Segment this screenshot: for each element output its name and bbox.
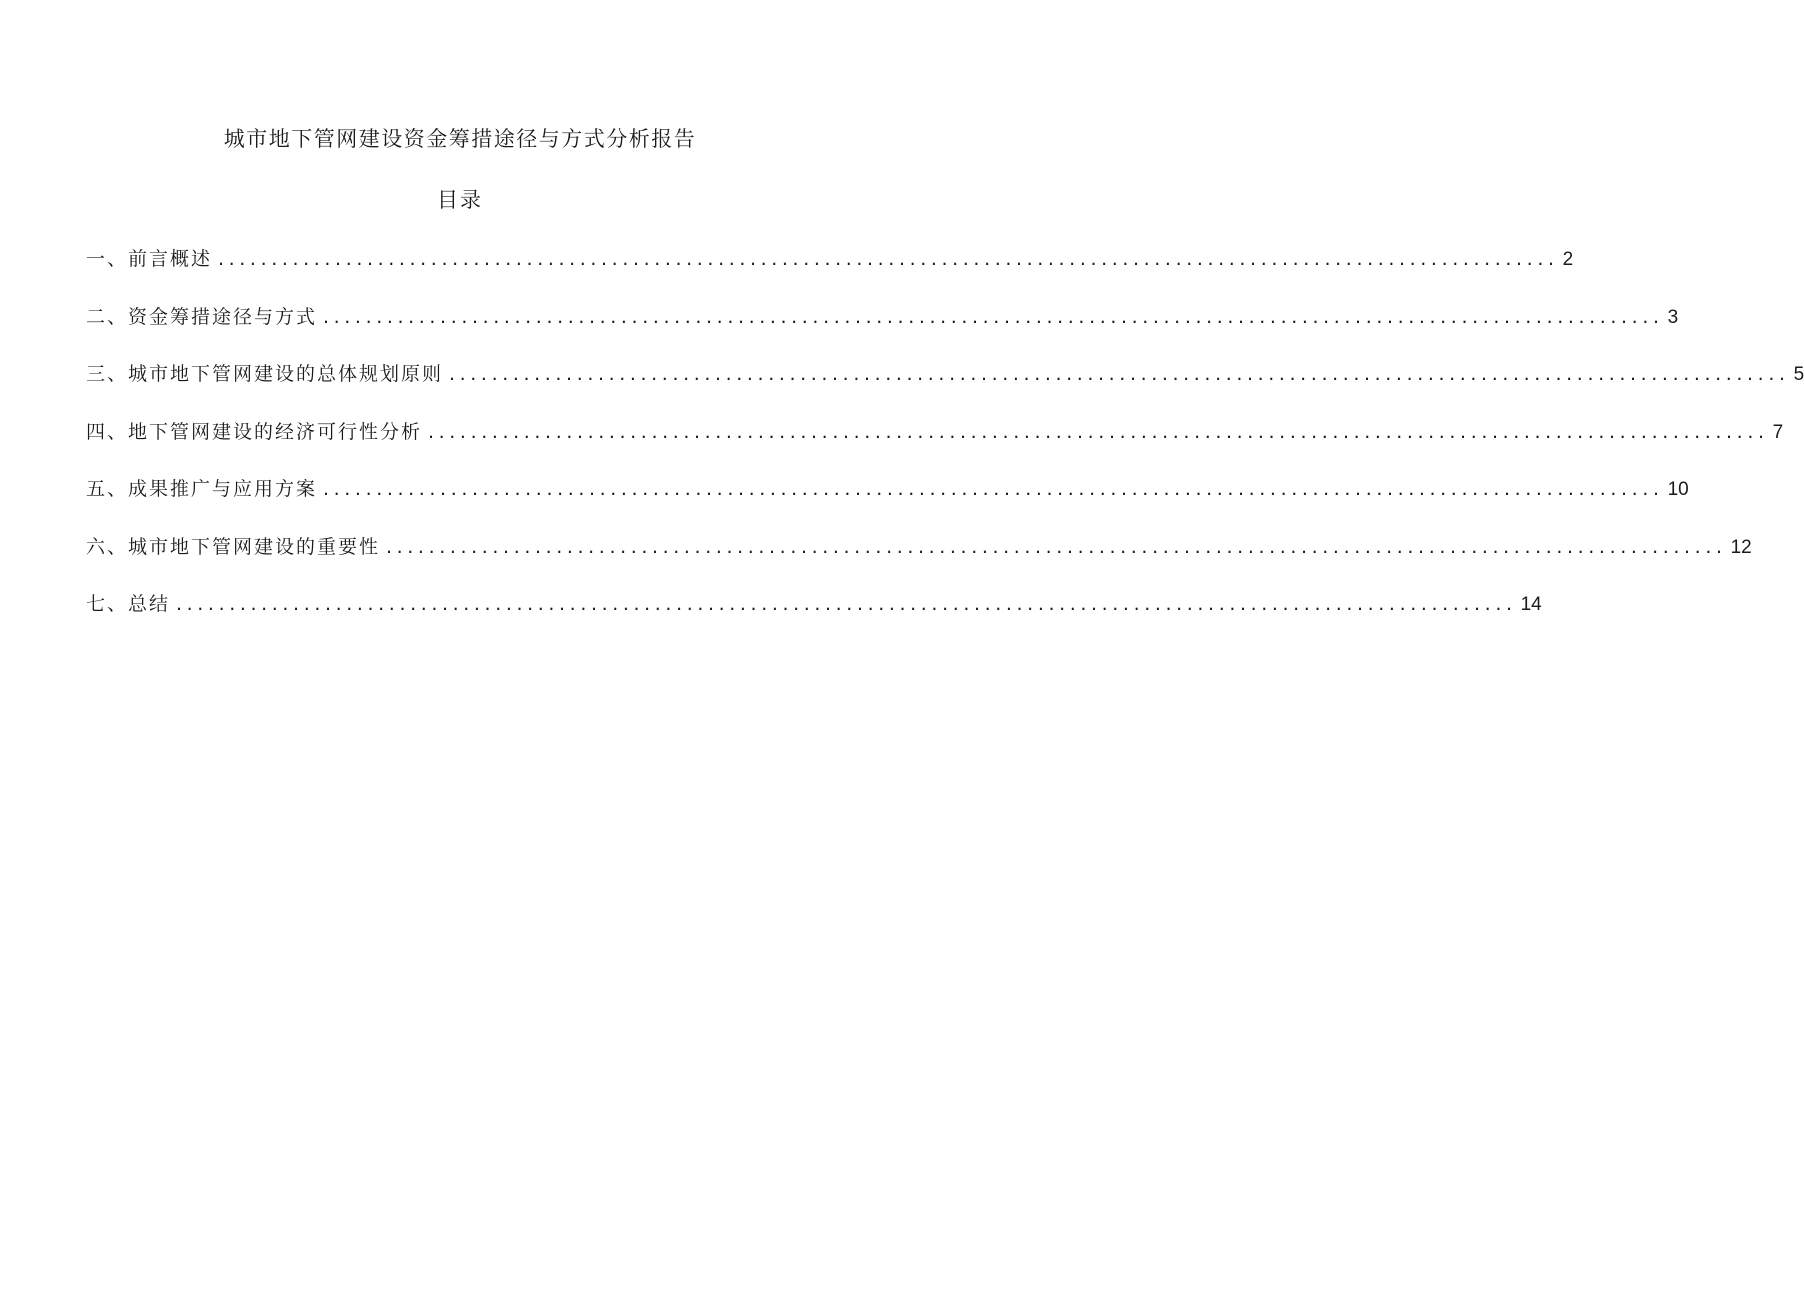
toc-dot-leader: .............................................................................................................................. (176, 593, 1517, 615)
toc-page-number: 14 (1520, 594, 1542, 615)
toc-entry-label: 一、前言概述 (86, 248, 213, 270)
document-title: 城市地下管网建设资金筹措途径与方式分析报告 (223, 127, 697, 151)
toc-entry-label: 三、城市地下管网建设的总体规划原则 (86, 363, 444, 385)
toc-page-number: 7 (1772, 421, 1784, 443)
toc-page-number: 2 (1562, 249, 1574, 270)
toc-entry-1[interactable] (86, 244, 1574, 302)
toc-entry-label: 四、地下管网建设的经济可行性分析 (86, 420, 423, 443)
toc-dot-leader: .............................................................................................................................. (323, 478, 1664, 500)
toc-entry-7[interactable] (86, 589, 1542, 647)
toc-dot-leader: .............................................................................................................................. (323, 305, 1664, 328)
toc-entry-label: 五、成果推广与应用方案 (86, 478, 318, 500)
table-of-contents (86, 244, 1804, 647)
toc-entry-label: 七、总结 (86, 593, 171, 615)
toc-page-number: 5 (1793, 364, 1804, 385)
toc-entry-3[interactable] (86, 359, 1804, 417)
toc-page-number: 12 (1730, 536, 1752, 558)
toc-dot-leader: .............................................................................................................................. (449, 363, 1790, 385)
toc-dot-leader: .............................................................................................................................. (386, 535, 1727, 558)
toc-entry-5[interactable] (86, 474, 1689, 532)
toc-page-number: 10 (1667, 479, 1689, 500)
toc-entry-2[interactable] (86, 302, 1679, 360)
toc-entry-label: 六、城市地下管网建设的重要性 (86, 535, 381, 558)
toc-dot-leader: .............................................................................................................................. (218, 248, 1559, 270)
toc-heading: 目录 (437, 188, 483, 212)
toc-entry-label: 二、资金筹措途径与方式 (86, 305, 318, 328)
toc-page-number: 3 (1667, 306, 1679, 328)
toc-entry-4[interactable] (86, 417, 1784, 475)
toc-dot-leader: .............................................................................................................................. (428, 420, 1769, 443)
toc-entry-6[interactable] (86, 532, 1752, 590)
